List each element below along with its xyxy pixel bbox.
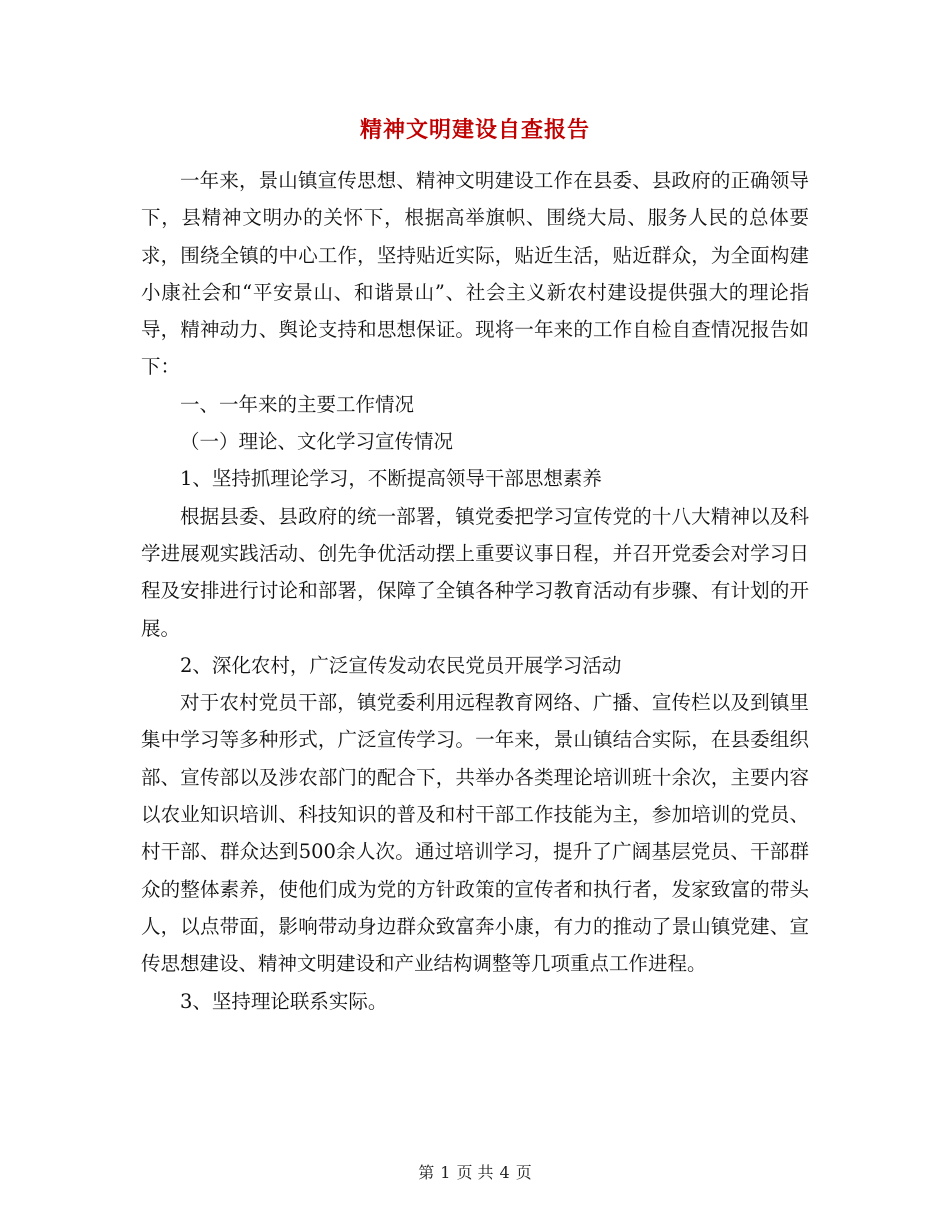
page-footer [0, 1160, 950, 1183]
page-label-suffix: 页 [515, 1163, 532, 1182]
page-label-mid: 页 共 [456, 1163, 494, 1182]
page-label-prefix: 第 [418, 1163, 435, 1182]
item-heading-2: 2、深化农村，广泛宣传发动农民党员开展学习活动 [180, 653, 622, 677]
subsection-heading-1: （一）理论、文化学习宣传情况 [180, 430, 454, 454]
document-body [141, 162, 809, 1020]
paragraph-item-2: 对于农村党员干部，镇党委利用远程教育网络、广播、宣传栏以及到镇里集中学习等多种形式，广泛宣传学习。一年来，景山镇结合实际，在县委组织部、宣传部以及涉农部门的配合下，共举办各类理论培训班十余次，主要内容以农业知识培训、科技知识的普及和村干部工作技能为主，参加培训的党员、村干部、群众达到500余人次。通过培训学习，提升了广阔基层党员、干部群众的整体素养，使他们成为党的方针政策的宣传者和执行者，发家致富的带头人，以点带面，影响带动身边群众致富奔小康，有力的推动了景山镇党建、宣传思想建设、精神文明建设和产业结构调整等几项重点工作进程。 [141, 691, 809, 976]
section-heading-1: 一、一年来的主要工作情况 [180, 392, 415, 416]
item-heading-1: 1、坚持抓理论学习，不断提高领导干部思想素养 [180, 467, 602, 491]
paragraph-intro: 一年来，景山镇宣传思想、精神文明建设工作在县委、县政府的正确领导下，县精神文明办的关怀下，根据高举旗帜、围绕大局、服务人民的总体要求，围绕全镇的中心工作，坚持贴近实际，贴近生活，贴近群众，为全面构建小康社会和“平安景山、和谐景山”、社会主义新农村建设提供强大的理论指导，精神动力、舆论支持和思想保证。现将一年来的工作自检自查情况报告如下： [141, 169, 809, 379]
paragraph-item-1: 根据县委、县政府的统一部署，镇党委把学习宣传党的十八大精神以及科学进展观实践活动、创先争优活动摆上重要议事日程，并召开党委会对学习日程及安排进行讨论和部署，保障了全镇各种学习教育活动有步骤、有计划的开展。 [141, 504, 809, 640]
item-heading-3: 3、坚持理论联系实际。 [180, 989, 388, 1013]
current-page-number: 1 [440, 1163, 451, 1182]
document-title: 精神文明建设自查报告 [359, 117, 590, 143]
total-pages-number: 4 [499, 1163, 510, 1182]
